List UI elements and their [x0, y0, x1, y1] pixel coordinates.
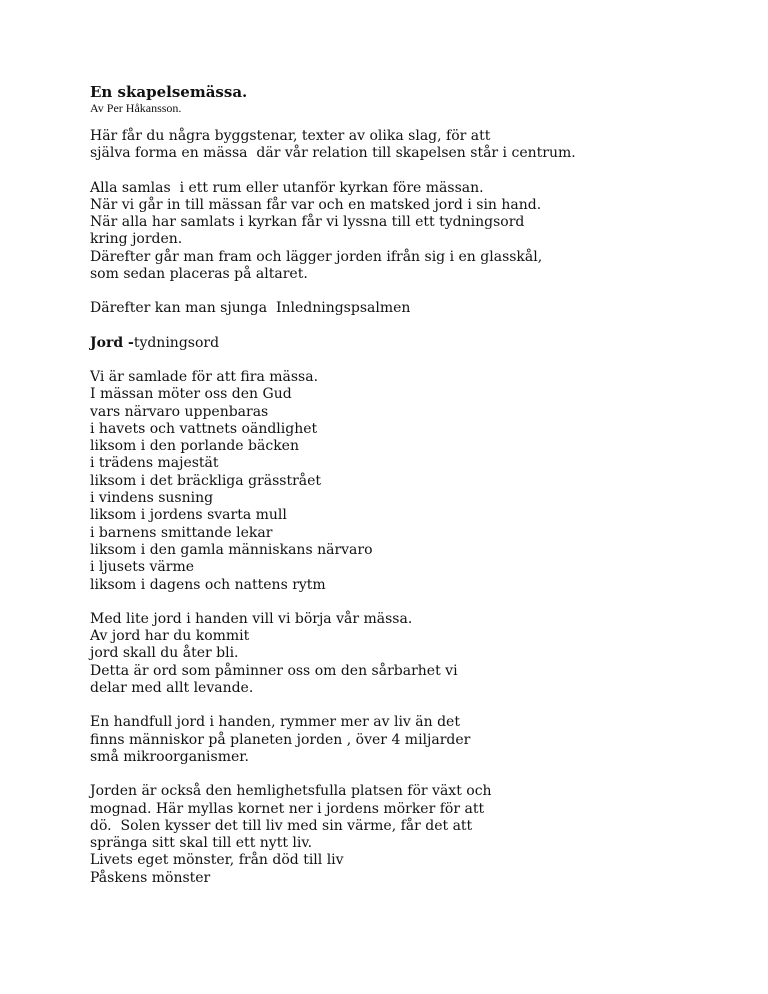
poem-line: i havets och vattnets oändlighet [90, 420, 318, 437]
text-line: spränga sitt skal till ett nytt liv. [90, 835, 313, 852]
document-title: En skapelsemässa. [90, 83, 248, 101]
instructions-paragraph [90, 180, 710, 284]
text-line: När vi går in till mässan får var och en matsked jord i sin hand. [90, 196, 542, 213]
poem-line: vars närvaro uppenbaras [90, 403, 269, 420]
psalm-note [90, 300, 710, 317]
text-line: Alla samlas i ett rum eller utanför kyrkan före mässan. [90, 179, 484, 196]
poem-line: i vindens susning [90, 490, 214, 507]
text-line: Påskens mönster [90, 869, 211, 886]
text-line: mognad. Här myllas kornet ner i jordens mörker för att [90, 800, 485, 817]
poem-line: i barnens smittande lekar [90, 524, 273, 541]
text-line: kring jorden. [90, 231, 183, 248]
text-line: Jorden är också den hemlighetsfulla platsen för växt och [90, 783, 492, 800]
poem-line: liksom i jordens svarta mull [90, 507, 287, 524]
section-heading-bold: Jord - [90, 334, 134, 351]
section-heading-rest: tydningsord [133, 334, 220, 351]
text-line: En handfull jord i handen, rymmer mer av liv än det [90, 714, 460, 731]
text-line: Av jord har du kommit [90, 628, 250, 645]
text-line: Därefter går man fram och lägger jorden ifrån sig i en glasskål, [90, 248, 543, 265]
text-line: Med lite jord i handen vill vi börja vår mässa. [90, 610, 413, 627]
poem-line: i ljusets värme [90, 559, 195, 576]
poem-line: i trädens majestät [90, 455, 219, 472]
text-line: När alla har samlats i kyrkan får vi lyssna till ett tydningsord [90, 214, 525, 231]
poem-line: liksom i dagens och nattens rytm [90, 576, 326, 593]
poem-line: liksom i den gamla människans närvaro [90, 541, 373, 558]
poem-line: liksom i det bräckliga grässtrået [90, 472, 322, 489]
text-line: Här får du några byggstenar, texter av olika slag, för att [90, 128, 491, 144]
poem-line: liksom i den porlande bäcken [90, 438, 299, 455]
text-line: själva forma en mässa där vår relation till skapelsen står i centrum. [90, 145, 576, 162]
earth-paragraph [90, 611, 710, 697]
text-line: små mikroorganismer. [90, 748, 249, 765]
text-line: finns människor på planeten jorden , över 4 miljarder [90, 731, 471, 748]
document-page [90, 83, 710, 904]
text-line: Livets eget mönster, från död till liv [90, 852, 344, 869]
poem-line: I mässan möter oss den Gud [90, 386, 292, 403]
text-line: Detta är ord som påminner oss om den sårbarhet vi [90, 662, 458, 679]
handful-paragraph [90, 714, 710, 766]
poem-line: Vi är samlade för att fira mässa. [90, 368, 319, 385]
poem-paragraph [90, 369, 710, 594]
text-line: Därefter kan man sjunga Inledningspsalmen [90, 300, 411, 317]
text-line: som sedan placeras på altaret. [90, 266, 308, 283]
text-line: jord skall du åter bli. [90, 645, 239, 662]
document-author: Av Per Håkansson. [90, 101, 182, 115]
mystery-paragraph [90, 783, 710, 887]
text-line: delar med allt levande. [90, 680, 254, 697]
text-line: dö. Solen kysser det till liv med sin värme, får det att [90, 817, 473, 834]
section-heading [90, 335, 710, 352]
intro-paragraph [90, 128, 710, 163]
